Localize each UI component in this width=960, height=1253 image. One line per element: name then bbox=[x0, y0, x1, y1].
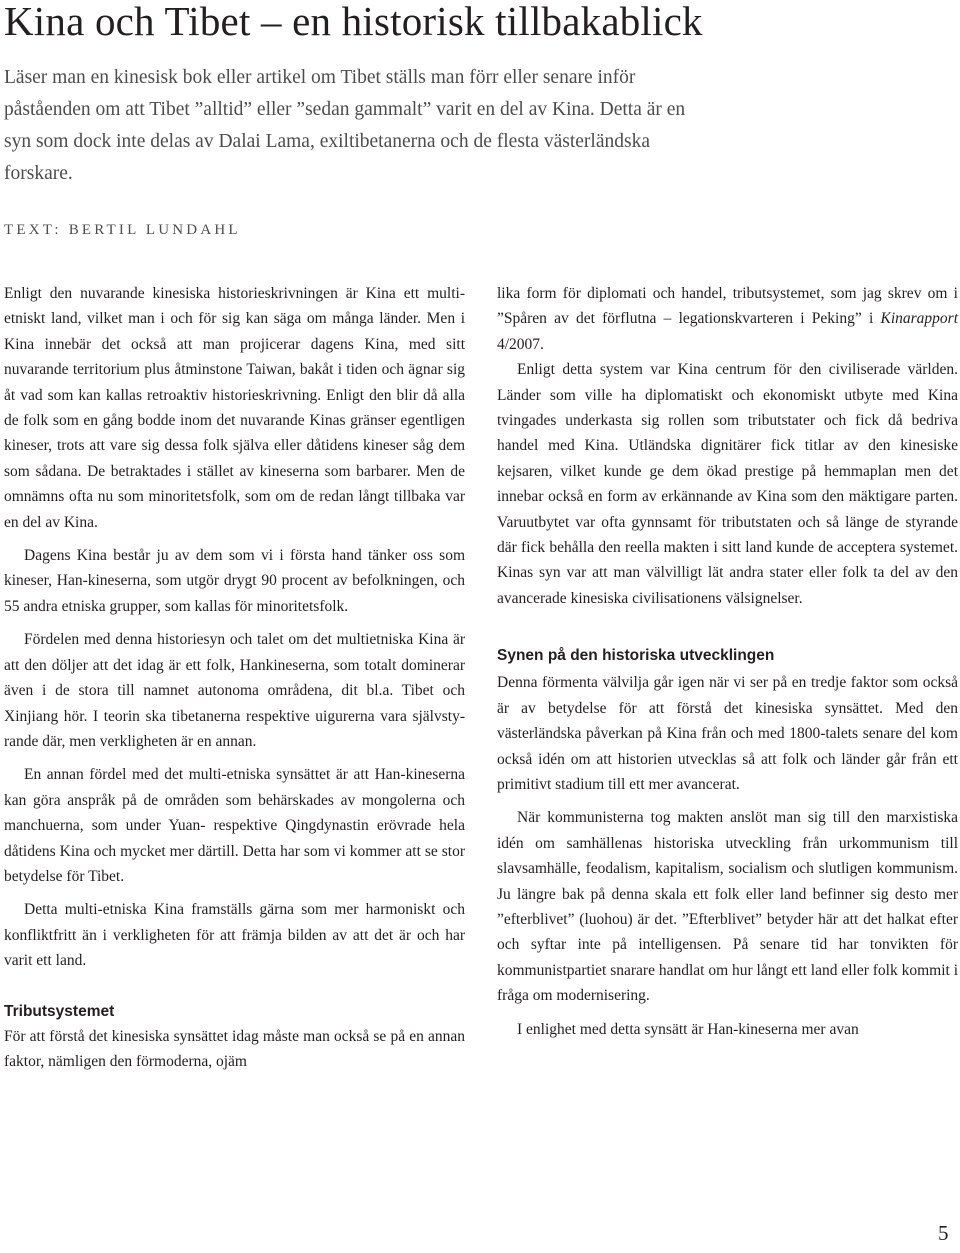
byline: TEXT: BERTIL LUNDAHL bbox=[4, 222, 241, 238]
paragraph: För att förstå det kinesiska synsättet idag måste man också se på en annan faktor, nämligen den förmoderna, ojäm bbox=[4, 1027, 465, 1070]
paragraph: Detta multi-etniska Kina framställs gärna som mer harmoniskt och konfliktfritt än i verkligheten för att främja bilden av att det är och har varit ett land. bbox=[4, 901, 465, 970]
section-heading-tributsystemet: Tributsystemet bbox=[4, 1002, 115, 1020]
paragraph: När kommunisterna tog makten anslöt man sig till den marxistiska idén om samhällenas historiska utveckling från urkommunism till slavsamhälle, feodalism, kapitalism, socialism och slutligen kommunism. Ju längre bak på denna skala ett folk eller land befinner sig desto mer ”efterblivet” (luohou) är det. ”Efterblivet” betyder här att det halkat efter och syftar inte på intelligensen. På senare tid har tonvikten för kommunistpartiet snarare handlat om hur långt ett land eller folk kommit i fråga om modernisering. bbox=[497, 809, 959, 1005]
right-column bbox=[497, 281, 958, 1042]
article-title: Kina och Tibet – en historisk tillbakablick bbox=[4, 0, 703, 44]
paragraph: Enligt den nuvarande kinesiska historieskrivningen är Kina ett multi-etniskt land, vilket man i och för sig kan säga om många länder. Men i Kina innebär det också att man projicerar dagens Kina, med sitt nuvarande territorium plus åtminstone Taiwan, bakåt i tiden och ägnar sig åt vad som kan kallas retroaktiv historieskrivning. Enligt den blir då alla de folk som en gång bodde inom det nuvarande Kinas gränser egentligen kineser, trots att vare sig dessa folk själva eller dåtidens kineser såg dem som sådana. De betraktades i stället av kineserna som barbarer. Men de omnämns ofta nu som minoritetsfolk, som om de redan långt tillbaka var en del av Kina. bbox=[4, 285, 465, 531]
paragraph-text: lika form för diplomati och handel, tributsystemet, som jag skrev om i ”Spåren av det förflutna – legationskvarteren i Peking” i bbox=[497, 285, 958, 328]
paragraph: Denna förmenta välvilja går igen när vi ser på en tredje faktor som också är av betydelse för att förstå det kinesiska synsättet. Med den västerländska påverkan på Kina från och med 1800-talets senare del kom också idén om att historien utvecklas så att folk och länder går från ett primitivt stadium till ett mer avancerat. bbox=[497, 674, 958, 793]
article-ingress: Läser man en kinesisk bok eller artikel om Tibet ställs man förr eller senare inför påståenden om att Tibet ”alltid” eller ”sedan gammalt” varit en del av Kina. Detta är en syn som dock inte delas av Dalai Lama, exiltibetanerna och de flesta västerländska forskare. bbox=[4, 67, 686, 184]
paragraph: Dagens Kina består ju av dem som vi i första hand tänker oss som kineser, Han-kineserna, som utgör drygt 90 procent av befolkningen, och 55 andra etniska grupper, som kallas för minoritetsfolk. bbox=[4, 547, 465, 615]
publication-title: Kinarapport bbox=[880, 310, 958, 328]
paragraph: Fördelen med denna historiesyn och talet om det multietniska Kina är att den döljer att det idag är ett folk, Hankineserna, som totalt dominerar även i de stora till namnet autonoma områdena, dit bl.a. Tibet och Xinjiang hör. I teorin ska tibetanerna respektive uigurerna vara självstyrande där, men verkligheten är en annan. bbox=[4, 631, 465, 750]
paragraph-text: 4/2007. bbox=[497, 335, 544, 353]
section-heading-historiska-utvecklingen: Synen på den historiska utvecklingen bbox=[497, 647, 775, 665]
left-column bbox=[4, 281, 465, 1074]
paragraph: I enlighet med detta synsätt är Han-kineserna mer avan bbox=[517, 1020, 859, 1038]
paragraph bbox=[497, 281, 958, 357]
paragraph: En annan fördel med det multi-etniska synsättet är att Han-kineserna kan göra anspråk på de områden som behärskades av mongolerna och manchuerna, som under Yuan- respektive Qingdynastin erövrade hela dåtidens Kina och mycket mer därtill. Detta har som vi kommer att se stor betydelse för Tibet. bbox=[4, 766, 465, 885]
paragraph: Enligt detta system var Kina centrum för den civiliserade världen. Länder som ville ha diplomatiskt och ekonomiskt utbyte med Kina tvingades underkasta sig rollen som tributstater och fick då bedriva handel med Kina. Utländska dignitärer fick titlar av den kinesiske kejsaren, vilket kunde ge dem ökad prestige på hemmaplan men det innebar också en form av erkännande av Kina som den mäktigare parten. Varuutbytet var ofta gynnsamt för tributstaten och så länge de styrande där fick behålla den reella makten i sitt land kunde de acceptera systemet. Kinas syn var att man välvilligt lät andra stater eller folk ta del av den avancerade kinesiska civilisationens välsignelser. bbox=[497, 361, 958, 607]
page-number: 5 bbox=[938, 1221, 949, 1245]
